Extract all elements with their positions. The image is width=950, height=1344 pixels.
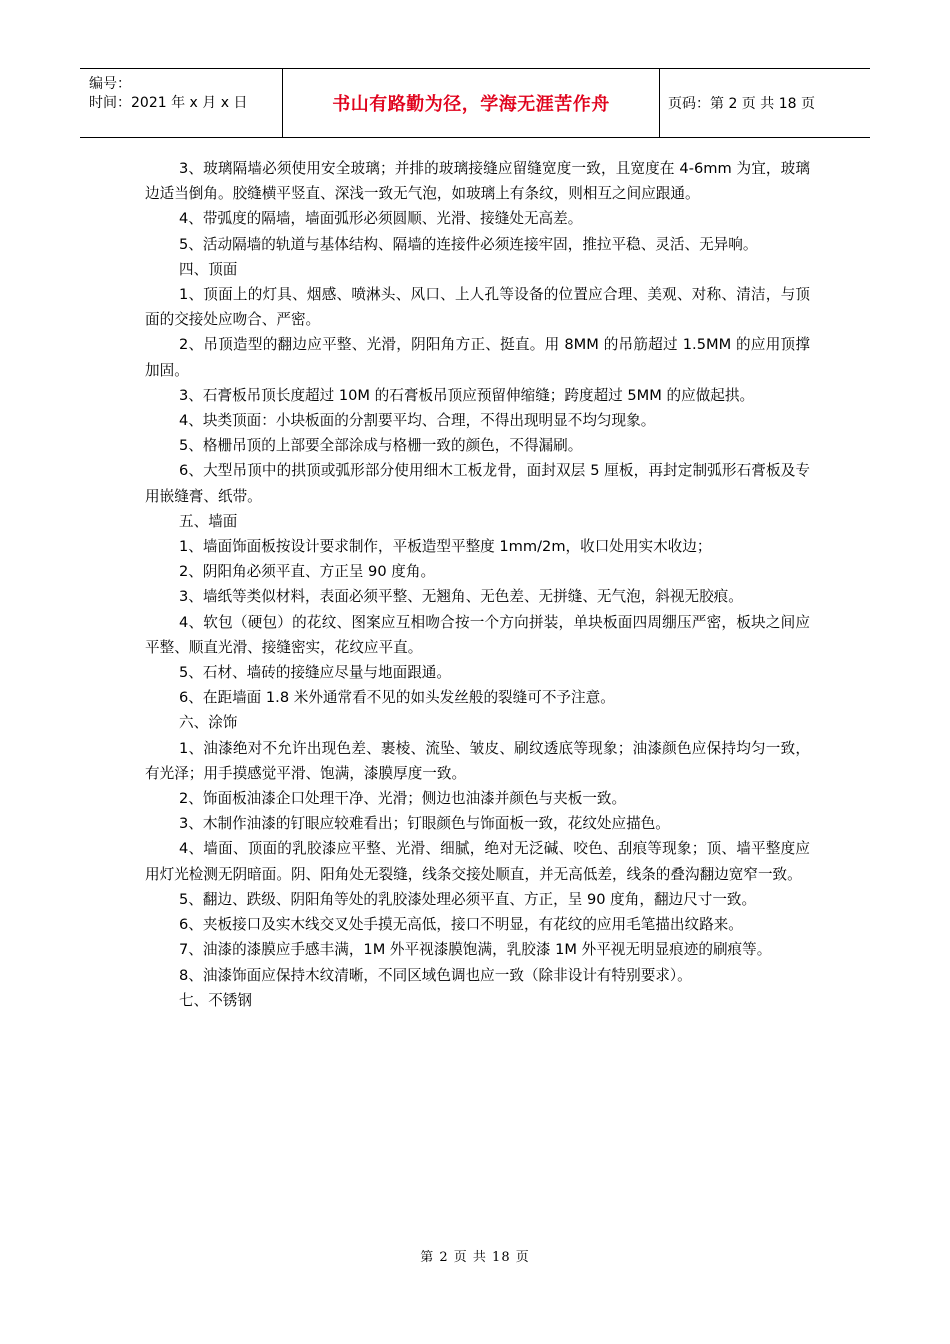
body-paragraph: 六、涂饰	[179, 714, 238, 732]
body-paragraph: 5、活动隔墙的轨道与基体结构、隔墙的连接件必须连接牢固，推拉平稳、灵活、无异响。	[179, 235, 758, 253]
body-paragraph: 4、软包（硬包）的花纹、图案应互相吻合按一个方向拼装，单块板面四周绷压严密，板块之间应平整、顺直光滑、接缝密实，花纹应平直。	[145, 613, 810, 656]
body-paragraph: 8、油漆饰面应保持木纹清晰，不同区域色调也应一致（除非设计有特别要求）。	[179, 966, 692, 984]
body-paragraph: 1、顶面上的灯具、烟感、喷淋头、风口、上人孔等设备的位置应合理、美观、对称、清洁，与顶面的交接处应吻合、严密。	[145, 286, 810, 329]
body-paragraph: 6、在距墙面 1.8 米外通常看不见的如头发丝般的裂缝可不予注意。	[179, 689, 615, 707]
header-page-cell	[660, 69, 870, 137]
body-paragraph: 4、墙面、顶面的乳胶漆应平整、光滑、细腻，绝对无泛碱、咬色、刮痕等现象；顶、墙平整度应用灯光检测无阴暗面。阴、阳角处无裂缝，线条交接处顺直，并无高低差，线条的叠沟翻边宽窄一致。	[145, 840, 810, 883]
body-paragraph: 1、墙面饰面板按设计要求制作，平板造型平整度 1mm/2m，收口处用实木收边；	[179, 538, 712, 556]
document-date-label: 时间：2021 年 x 月 x 日	[89, 95, 248, 111]
document-number-label: 编号：	[89, 76, 131, 92]
body-paragraph: 6、大型吊顶中的拱顶或弧形部分使用细木工板龙骨，面封双层 5 厘板，再封定制弧形石膏板及专用嵌缝膏、纸带。	[145, 462, 810, 505]
body-paragraph: 2、阴阳角必须平直、方正呈 90 度角。	[179, 563, 436, 581]
body-paragraph: 2、吊顶造型的翻边应平整、光滑，阴阳角方正、挺直。用 8MM 的吊筋超过 1.5MM 的应用顶撑加固。	[145, 336, 810, 379]
body-paragraph: 1、油漆绝对不允许出现色差、裹棱、流坠、皱皮、刷纹透底等现象；油漆颜色应保持均匀一致，有光泽；用手摸感觉平滑、饱满，漆膜厚度一致。	[145, 739, 810, 782]
body-paragraph: 3、墙纸等类似材料，表面必须平整、无翘角、无色差、无拼缝、无气泡，斜视无胶痕。	[179, 588, 743, 606]
body-paragraph: 2、饰面板油漆企口处理干净、光滑；侧边也油漆并颜色与夹板一致。	[179, 790, 627, 808]
body-paragraph: 3、玻璃隔墙必须使用安全玻璃；并排的玻璃接缝应留缝宽度一致，且宽度在 4-6mm 为宜，玻璃边适当倒角。胶缝横平竖直、深浅一致无气泡，如玻璃上有条纹，则相互之间应跟通。	[145, 160, 810, 203]
body-paragraph: 5、石材、墙砖的接缝应尽量与地面跟通。	[179, 664, 451, 682]
body-paragraph: 5、格栅吊顶的上部要全部涂成与格栅一致的颜色，不得漏刷。	[179, 437, 583, 455]
header-motto-cell	[283, 69, 660, 137]
header-motto: 书山有路勤为径，学海无涯苦作舟	[332, 94, 610, 115]
page-header	[80, 68, 870, 138]
body-paragraph: 四、顶面	[179, 260, 238, 278]
body-paragraph: 4、带弧度的隔墙，墙面弧形必须圆顺、光滑、接缝处无高差。	[179, 210, 583, 228]
page-footer: 第 2 页 共 18 页	[420, 1250, 530, 1265]
body-paragraph: 7、油漆的漆膜应手感丰满，1M 外平视漆膜饱满，乳胶漆 1M 外平视无明显痕迹的刷痕等。	[179, 941, 772, 959]
body-paragraph: 4、块类顶面：小块板面的分割要平均、合理，不得出现明显不均匀现象。	[179, 412, 656, 430]
body-paragraph: 3、木制作油漆的钉眼应较难看出；钉眼颜色与饰面板一致，花纹处应描色。	[179, 815, 670, 833]
header-info-cell	[80, 69, 283, 137]
body-paragraph: 五、墙面	[179, 512, 238, 530]
document-body	[145, 156, 810, 1013]
body-paragraph: 七、不锈钢	[179, 991, 252, 1009]
body-paragraph: 5、翻边、跌级、阴阳角等处的乳胶漆处理必须平直、方正，呈 90 度角，翻边尺寸一致。	[179, 890, 757, 908]
body-paragraph: 6、夹板接口及实木线交叉处手摸无高低，接口不明显，有花纹的应用毛笔描出纹路来。	[179, 916, 743, 934]
header-page-info: 页码：第 2 页 共 18 页	[668, 96, 815, 112]
body-paragraph: 3、石膏板吊顶长度超过 10M 的石膏板吊顶应预留伸缩缝；跨度超过 5MM 的应做起拱。	[179, 386, 755, 404]
